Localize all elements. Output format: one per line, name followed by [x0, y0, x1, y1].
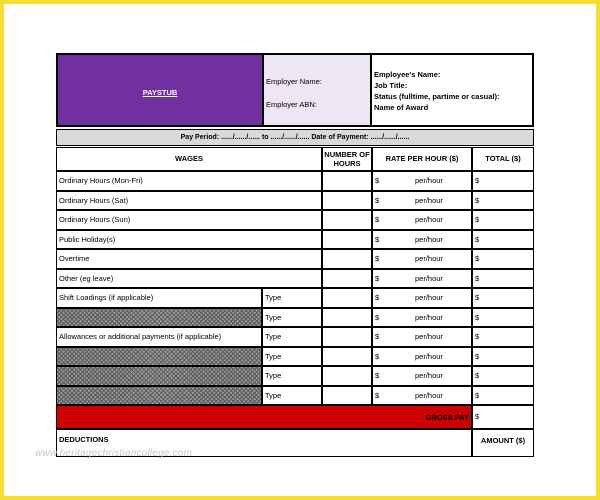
rate-dollar-sign: $ — [375, 312, 380, 322]
wage-row-label: Ordinary Hours (Mon-Fri) — [56, 171, 322, 191]
rate-dollar-sign: $ — [375, 351, 380, 361]
rate-dollar-sign: $ — [375, 195, 380, 205]
award-name-label: Name of Award — [374, 103, 429, 112]
rate-cell[interactable] — [372, 347, 472, 367]
total-cell[interactable]: $ — [472, 269, 534, 289]
gross-pay-total[interactable]: $ — [472, 405, 534, 429]
wage-row-label: Public Holiday(s) — [56, 230, 322, 250]
rate-cell[interactable] — [372, 171, 472, 191]
gross-pay-bar — [56, 405, 472, 429]
total-cell[interactable]: $ — [472, 386, 534, 406]
wage-row-label: Shift Loadings (if applicable) — [56, 288, 262, 308]
hours-cell[interactable] — [322, 347, 372, 367]
paystub-document — [56, 53, 534, 460]
rate-dollar-sign: $ — [375, 390, 380, 400]
hatched-row-cell — [56, 347, 262, 367]
col-header-hours: NUMBER OF HOURS — [322, 147, 372, 171]
rate-cell[interactable] — [372, 327, 472, 347]
rate-cell[interactable] — [372, 386, 472, 406]
per-hour-label: per/hour — [415, 312, 443, 322]
rate-dollar-sign: $ — [375, 371, 380, 380]
per-hour-label: per/hour — [415, 273, 443, 283]
deductions-label: DEDUCTIONS — [56, 429, 472, 457]
row-type-cell[interactable]: Type — [262, 366, 322, 386]
total-cell[interactable]: $ — [472, 230, 534, 250]
rate-cell[interactable] — [372, 288, 472, 308]
total-cell[interactable]: $ — [472, 171, 534, 191]
hours-cell[interactable] — [322, 269, 372, 289]
paystub-title: PAYSTUB — [142, 88, 178, 97]
employer-name-label: Employer Name: — [266, 77, 322, 86]
rate-dollar-sign: $ — [375, 254, 380, 263]
hours-cell[interactable] — [322, 308, 372, 328]
amount-label: AMOUNT ($) — [472, 429, 534, 457]
gross-pay-label: GROSS PAY — [425, 413, 469, 422]
per-hour-label: per/hour — [415, 371, 443, 380]
total-cell[interactable]: $ — [472, 249, 534, 269]
job-title-label: Job Title: — [374, 81, 408, 90]
hours-cell[interactable] — [322, 288, 372, 308]
rate-cell[interactable] — [372, 249, 472, 269]
hatched-row-cell — [56, 386, 262, 406]
row-type-cell[interactable]: Type — [262, 347, 322, 367]
pay-period-bar — [56, 129, 534, 146]
per-hour-label: per/hour — [415, 215, 443, 224]
hours-cell[interactable] — [322, 249, 372, 269]
employer-box — [264, 53, 372, 127]
per-hour-label: per/hour — [415, 351, 443, 361]
col-header-total: TOTAL ($) — [472, 147, 534, 171]
employee-box — [372, 53, 534, 127]
row-type-cell[interactable]: Type — [262, 386, 322, 406]
rate-cell[interactable] — [372, 308, 472, 328]
rate-dollar-sign: $ — [375, 273, 380, 283]
employer-abn-label: Employer ABN: — [266, 100, 317, 109]
hours-cell[interactable] — [322, 230, 372, 250]
hours-cell[interactable] — [322, 191, 372, 211]
wage-row-label: Ordinary Hours (Sun) — [56, 210, 322, 230]
wage-row-label: Overtime — [56, 249, 322, 269]
wage-row-label: Allowances or additional payments (if applicable) — [56, 327, 262, 347]
rate-dollar-sign: $ — [375, 215, 380, 224]
per-hour-label: per/hour — [415, 332, 443, 341]
employee-name-label: Employee's Name: — [374, 70, 441, 79]
row-type-cell[interactable]: Type — [262, 288, 322, 308]
wage-row-label: Other (eg leave) — [56, 269, 322, 289]
paystub-title-box — [56, 53, 264, 127]
per-hour-label: per/hour — [415, 176, 443, 185]
col-header-wages: WAGES — [56, 147, 322, 171]
total-cell[interactable]: $ — [472, 347, 534, 367]
rate-cell[interactable] — [372, 191, 472, 211]
per-hour-label: per/hour — [415, 195, 443, 205]
rate-dollar-sign: $ — [375, 293, 380, 302]
rate-cell[interactable] — [372, 230, 472, 250]
status-label: Status (fulltime, partime or casual): — [374, 92, 500, 101]
per-hour-label: per/hour — [415, 254, 443, 263]
per-hour-label: per/hour — [415, 390, 443, 400]
pay-period-line: Pay Period: ....../....../...... to ....../....../...... Date of Payment: ....../....../...... — [180, 134, 410, 141]
wage-row-label: Ordinary Hours (Sat) — [56, 191, 322, 211]
total-cell[interactable]: $ — [472, 308, 534, 328]
per-hour-label: per/hour — [415, 234, 443, 244]
total-cell[interactable]: $ — [472, 191, 534, 211]
rate-dollar-sign: $ — [375, 234, 380, 244]
total-cell[interactable]: $ — [472, 288, 534, 308]
rate-cell[interactable] — [372, 366, 472, 386]
rate-dollar-sign: $ — [375, 176, 380, 185]
col-header-rate: RATE PER HOUR ($) — [372, 147, 472, 171]
hours-cell[interactable] — [322, 327, 372, 347]
total-cell[interactable]: $ — [472, 327, 534, 347]
hatched-row-cell — [56, 308, 262, 328]
row-type-cell[interactable]: Type — [262, 327, 322, 347]
hatched-row-cell — [56, 366, 262, 386]
rate-dollar-sign: $ — [375, 332, 380, 341]
total-cell[interactable]: $ — [472, 210, 534, 230]
rate-cell[interactable] — [372, 210, 472, 230]
row-type-cell[interactable]: Type — [262, 308, 322, 328]
watermark: www.heritagechristiancollege.com — [35, 448, 193, 459]
hours-cell[interactable] — [322, 366, 372, 386]
hours-cell[interactable] — [322, 210, 372, 230]
rate-cell[interactable] — [372, 269, 472, 289]
total-cell[interactable]: $ — [472, 366, 534, 386]
hours-cell[interactable] — [322, 386, 372, 406]
hours-cell[interactable] — [322, 171, 372, 191]
per-hour-label: per/hour — [415, 293, 443, 302]
